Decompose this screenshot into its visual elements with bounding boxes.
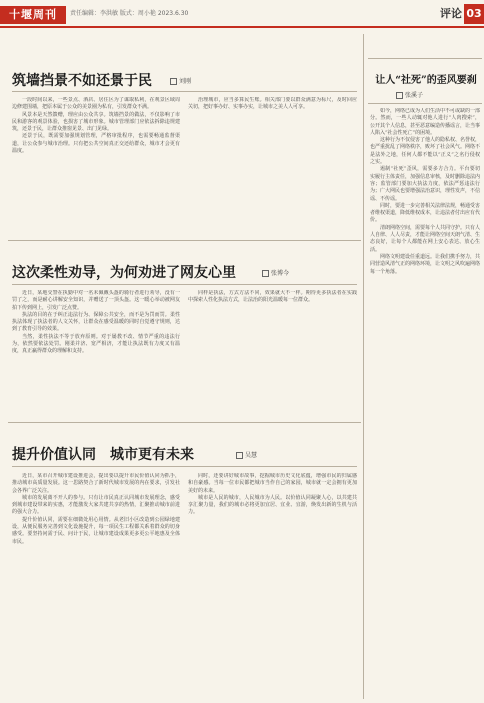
article-1-byline-text: 刘刚: [179, 78, 192, 85]
article-3-col-1: [12, 473, 180, 695]
article-3-col-2: [188, 473, 357, 695]
byline-box-icon: [396, 92, 403, 99]
paragraph: 风景本是天然馈赠，理应由公众共享。筑墙挡景的做法，不仅影响了市民和游客的观景体验，也损害了城市形象。城市管理部门应依法拆除违规建筑，还景于民，让群众推窗见景、出门见绿。: [12, 111, 180, 133]
article-3-byline: [236, 451, 257, 461]
article-1-title-rule: [12, 91, 357, 92]
header-rule: [0, 26, 484, 28]
paragraph: 当然，柔性执法不等于放弃原则。对于屡教不改、情节严重的违法行为，依然要依法处罚。刚柔并济、宽严相济，才能让执法既有力度又有温度，真正赢得群众的理解和支持。: [12, 333, 180, 355]
header-meta: 责任编辑：李洪敏 版式：周小艳 2023.6.30: [70, 10, 189, 17]
paragraph: 提升价值认同，需要在细微处用心用情。从老旧小区改造到公园绿地建设，从便民服务完善到文化设施提升，每一项民生工程都关系着群众的切身感受。要坚持问需于民、问计于民，让城市建设成果更多更公平地惠及全体市民。: [12, 516, 180, 545]
article-2-title: 这次柔性劝导，为何劝进了网友心里: [12, 265, 236, 281]
article-separator: [8, 240, 361, 241]
article-3-title: 提升价值认同 城市更有未来: [12, 447, 194, 463]
sidebar-body: [370, 108, 480, 696]
paragraph: 执法的目的在于纠正违法行为、保障公共安全，而不是为罚而罚。柔性执法体现了执法者的人文关怀，让群众在感受温暖的同时自觉遵守规则，达到了教育引导的效果。: [12, 311, 180, 333]
article-1-title: 筑墙挡景不如还景于民: [12, 73, 152, 89]
column-divider: [363, 34, 364, 699]
paragraph: 同样是执法，方式方法不同，效果就大不一样。期待更多执法者在实践中探索人性化执法方式，让法治的阳光温暖每一位群众。: [188, 290, 357, 304]
article-3-title-rule: [12, 466, 357, 467]
paragraph: 同时，还要讲好城市故事，挖掘城市历史文化底蕴，增强市民的归属感和自豪感。当每一位市民都把城市当作自己的家园，城市就一定会拥有更加美好的未来。: [188, 473, 357, 494]
article-2-col-2: [188, 290, 357, 418]
byline-box-icon: [262, 270, 269, 277]
paragraph: 这种行为不仅侵害了他人的隐私权、名誉权，也严重扰乱了网络秩序，败坏了社会风气。网络不是法外之地，任何人都不能以“正义”之名行侵权之实。: [370, 137, 480, 166]
paragraph: 城市是人民的城市，人民城市为人民。以价值认同凝聚人心，以共建共享汇聚力量，我们的城市必将更加宜居、宜业、宜游，焕发出新的生机与活力。: [188, 494, 357, 516]
sidebar-byline-text: 张溪子: [405, 92, 424, 99]
article-2-byline: [262, 269, 289, 279]
paragraph: 遏制“社死”歪风，需要多方合力。平台要切实履行主体责任，加强信息审核，及时删除违法内容；监管部门要加大执法力度，依法严惩违法行为；广大网民也要增强法治意识，理性发声，不信谣、不传谣。: [370, 166, 480, 202]
article-2-title-rule: [12, 284, 357, 285]
byline-box-icon: [170, 78, 177, 85]
paragraph: 近日，某地交警在执勤中对一名未佩戴头盔的骑行者进行劝导，没有一罚了之，而是耐心讲解安全知识，并赠送了一顶头盔。这一暖心举动被网友拍下传到网上，引发广泛点赞。: [12, 290, 180, 311]
article-1-col-2: [188, 97, 357, 235]
paragraph: 一段时间以来，一些景点、酒店、居住区为了谋取私利，在观景区域周边修建围墙，把原本属于公众的美景圈为私有，引发群众不满。: [12, 97, 180, 111]
article-separator: [8, 422, 361, 423]
paragraph: 还景于民，既需要加强规划管理，严格审批程序，也需要畅通监督渠道，让公众参与城市治理。只有把公共空间真正交还给群众，城市才会更有温度。: [12, 133, 180, 155]
paragraph: 清朗网络空间，需要每个人共同守护。只有人人自律、人人尽责，才能让网络空间天朗气清、生态良好，让每个人都能在网上安心表达、放心生活。: [370, 224, 480, 253]
paragraph: 同时，要进一步完善相关法律法规，畅通受害者维权渠道，降低维权成本，让违法者付出应有代价。: [370, 202, 480, 224]
paragraph: 如今，网络已成为人们生活中不可或缺的一部分。然而，一些人动辄对他人进行“人肉搜索”，公开其个人信息，甚至恶意编造传播谣言，让当事人陷入“社会性死亡”的困境。: [370, 108, 480, 136]
article-1-col-1: [12, 97, 180, 235]
sidebar-byline: [396, 91, 423, 101]
paper-name: 十堰周刊: [0, 6, 66, 24]
article-3-byline-text: 吴慧: [245, 452, 258, 459]
paragraph: 城市的发展离不开人的参与。只有让市民真正认同城市发展理念，感受到城市建设带来的实惠，才能激发大家共建共享的热情，汇聚推动城市前进的强大合力。: [12, 494, 180, 516]
byline-box-icon: [236, 452, 243, 459]
section-title: 评论: [440, 7, 462, 20]
page-number: 03: [464, 4, 484, 24]
paragraph: 近日，某市召开城市建设推进会，提出要以提升市民价值认同为抓手，推动城市高质量发展。这一思路契合了新时代城市发展的内在要求，引发社会各界广泛关注。: [12, 473, 180, 494]
article-1-byline: [170, 77, 191, 87]
paragraph: 网络文明建设任重道远。让我们携手努力，共同营造风清气正的网络环境，让文明之风吹遍网络每一个角落。: [370, 253, 480, 275]
article-2-col-1: [12, 290, 180, 418]
article-2-byline-text: 张博今: [271, 270, 290, 277]
paragraph: 治理城市，应当多算民生账。相关部门要以群众满意为标尺，及时回应关切，把好事办好、实事办实，让城市之美人人可享。: [188, 97, 357, 111]
sidebar-title: 让人“社死”的歪风要刹: [375, 75, 477, 86]
